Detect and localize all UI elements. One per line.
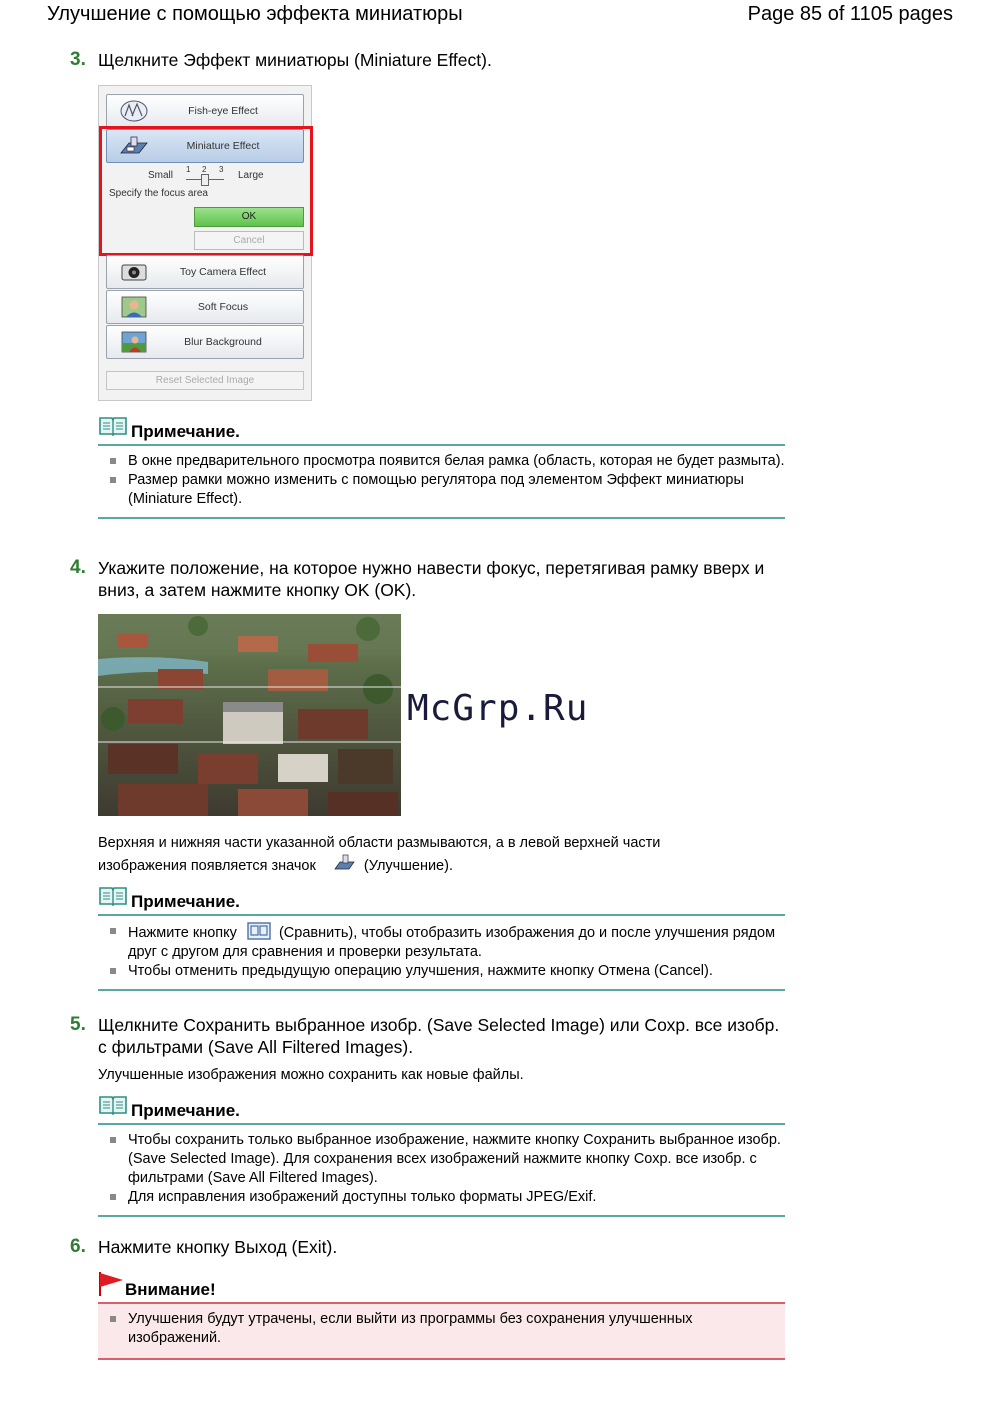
description-line: (Улучшение). — [363, 858, 453, 874]
slider-small-label: Small — [148, 170, 174, 181]
soft-focus-button[interactable] — [106, 290, 304, 324]
note-body — [98, 446, 785, 519]
book-icon — [99, 1095, 127, 1115]
highlight-frame — [99, 126, 313, 256]
step-3 — [70, 49, 790, 71]
note-body — [98, 1125, 785, 1217]
slider-tick-2: 2 — [202, 165, 207, 174]
note-item: Размер рамки можно изменить с помощью регулятора под элементом Эффект миниатюры (Miniature Effect). — [98, 471, 785, 509]
ok-button[interactable]: OK — [194, 207, 304, 227]
button-label: Miniature Effect — [186, 140, 260, 152]
button-label: Blur Background — [184, 336, 262, 348]
landscape-portrait-icon — [119, 331, 149, 353]
step-number: 5. — [70, 1014, 86, 1035]
toy-camera-effect-button[interactable] — [106, 255, 304, 289]
note-block-2 — [98, 886, 785, 991]
town-photo — [98, 614, 401, 816]
button-label: Fish-eye Effect — [188, 105, 258, 117]
focus-area-label: Specify the focus area — [109, 188, 208, 199]
description-line: Верхняя и нижняя части указанной области размываются, а в левой верхней части — [98, 835, 661, 851]
note-item — [98, 922, 785, 962]
warning-title: Внимание! — [125, 1280, 216, 1299]
note-item: Для исправления изображений доступны только форматы JPEG/Exif. — [98, 1188, 785, 1207]
fish-eye-icon — [119, 100, 149, 122]
note-header — [98, 416, 785, 446]
note-title: Примечание. — [131, 892, 240, 911]
note-header — [98, 886, 785, 916]
button-label: Toy Camera Effect — [179, 266, 267, 278]
note-header — [98, 1095, 785, 1125]
step-5 — [70, 1014, 790, 1058]
step-text: Щелкните Сохранить выбранное изобр. (Save Selected Image) или Сохр. все изобр. с фильтрами (Save All Filtered Images). — [98, 1015, 780, 1057]
page-title: Улучшение с помощью эффекта миниатюры — [47, 3, 463, 25]
effects-panel — [98, 85, 312, 401]
enhancement-icon — [334, 854, 356, 872]
book-icon — [99, 416, 127, 436]
step-text: Щелкните Эффект миниатюры (Miniature Effect). — [98, 50, 492, 70]
fish-eye-effect-button[interactable] — [106, 94, 304, 128]
note-item: Чтобы отменить предыдущую операцию улучшения, нажмите кнопку Отмена (Cancel). — [98, 962, 785, 981]
camera-icon — [119, 261, 149, 283]
step-text: Укажите положение, на которое нужно навести фокус, перетягивая рамку вверх и вниз, а затем нажмите кнопку OK (OK). — [98, 558, 765, 600]
note-item: Чтобы сохранить только выбранное изображение, нажмите кнопку Сохранить выбранное изобр. (Save Selected Image). Для сохранения всех изображений нажмите кнопку Сохр. все изобр. с фильтрами (Save All Filtered Images). — [98, 1131, 785, 1188]
watermark: McGrp.Ru — [407, 688, 589, 729]
note-title: Примечание. — [131, 1101, 240, 1120]
step-number: 3. — [70, 49, 86, 70]
red-flag-icon — [98, 1272, 124, 1296]
note-block-1 — [98, 416, 785, 519]
warning-body — [98, 1304, 785, 1360]
slider-large-label: Large — [238, 170, 264, 181]
step-number: 4. — [70, 557, 86, 578]
step-text: Нажмите кнопку Выход (Exit). — [98, 1237, 338, 1257]
miniature-preview-image — [98, 614, 401, 816]
note-block-3 — [98, 1095, 785, 1217]
portrait-icon — [119, 296, 149, 318]
blur-background-button[interactable] — [106, 325, 304, 359]
compare-icon — [247, 922, 271, 940]
warning-header — [98, 1274, 785, 1304]
note-title: Примечание. — [131, 422, 240, 441]
warning-item: Улучшения будут утрачены, если выйти из программы без сохранения улучшенных изображений. — [98, 1310, 785, 1348]
cancel-button[interactable]: Cancel — [194, 231, 304, 250]
note-item-text: (Сравнить), чтобы отобразить изображения до и после улучшения рядом друг с другом для сравнения и проверки результата. — [128, 925, 776, 960]
step-6 — [70, 1236, 790, 1258]
slider-tick-1: 1 — [186, 165, 191, 174]
warning-block — [98, 1274, 785, 1360]
slider-tick-3: 3 — [219, 165, 224, 174]
step-number: 6. — [70, 1236, 86, 1257]
step-4 — [70, 557, 790, 601]
reset-selected-image-button[interactable]: Reset Selected Image — [106, 371, 304, 390]
page-counter: Page 85 of 1105 pages — [747, 3, 953, 25]
note-item-text: Нажмите кнопку — [128, 925, 237, 941]
note-item: В окне предварительного просмотра появится белая рамка (область, которая не будет размыта). — [98, 452, 785, 471]
description-line: изображения появляется значок — [98, 858, 316, 874]
step-5-description: Улучшенные изображения можно сохранить как новые файлы. — [98, 1067, 524, 1083]
note-body — [98, 916, 785, 991]
book-icon — [99, 886, 127, 906]
button-label: Soft Focus — [197, 301, 249, 313]
step-4-description — [98, 832, 788, 877]
